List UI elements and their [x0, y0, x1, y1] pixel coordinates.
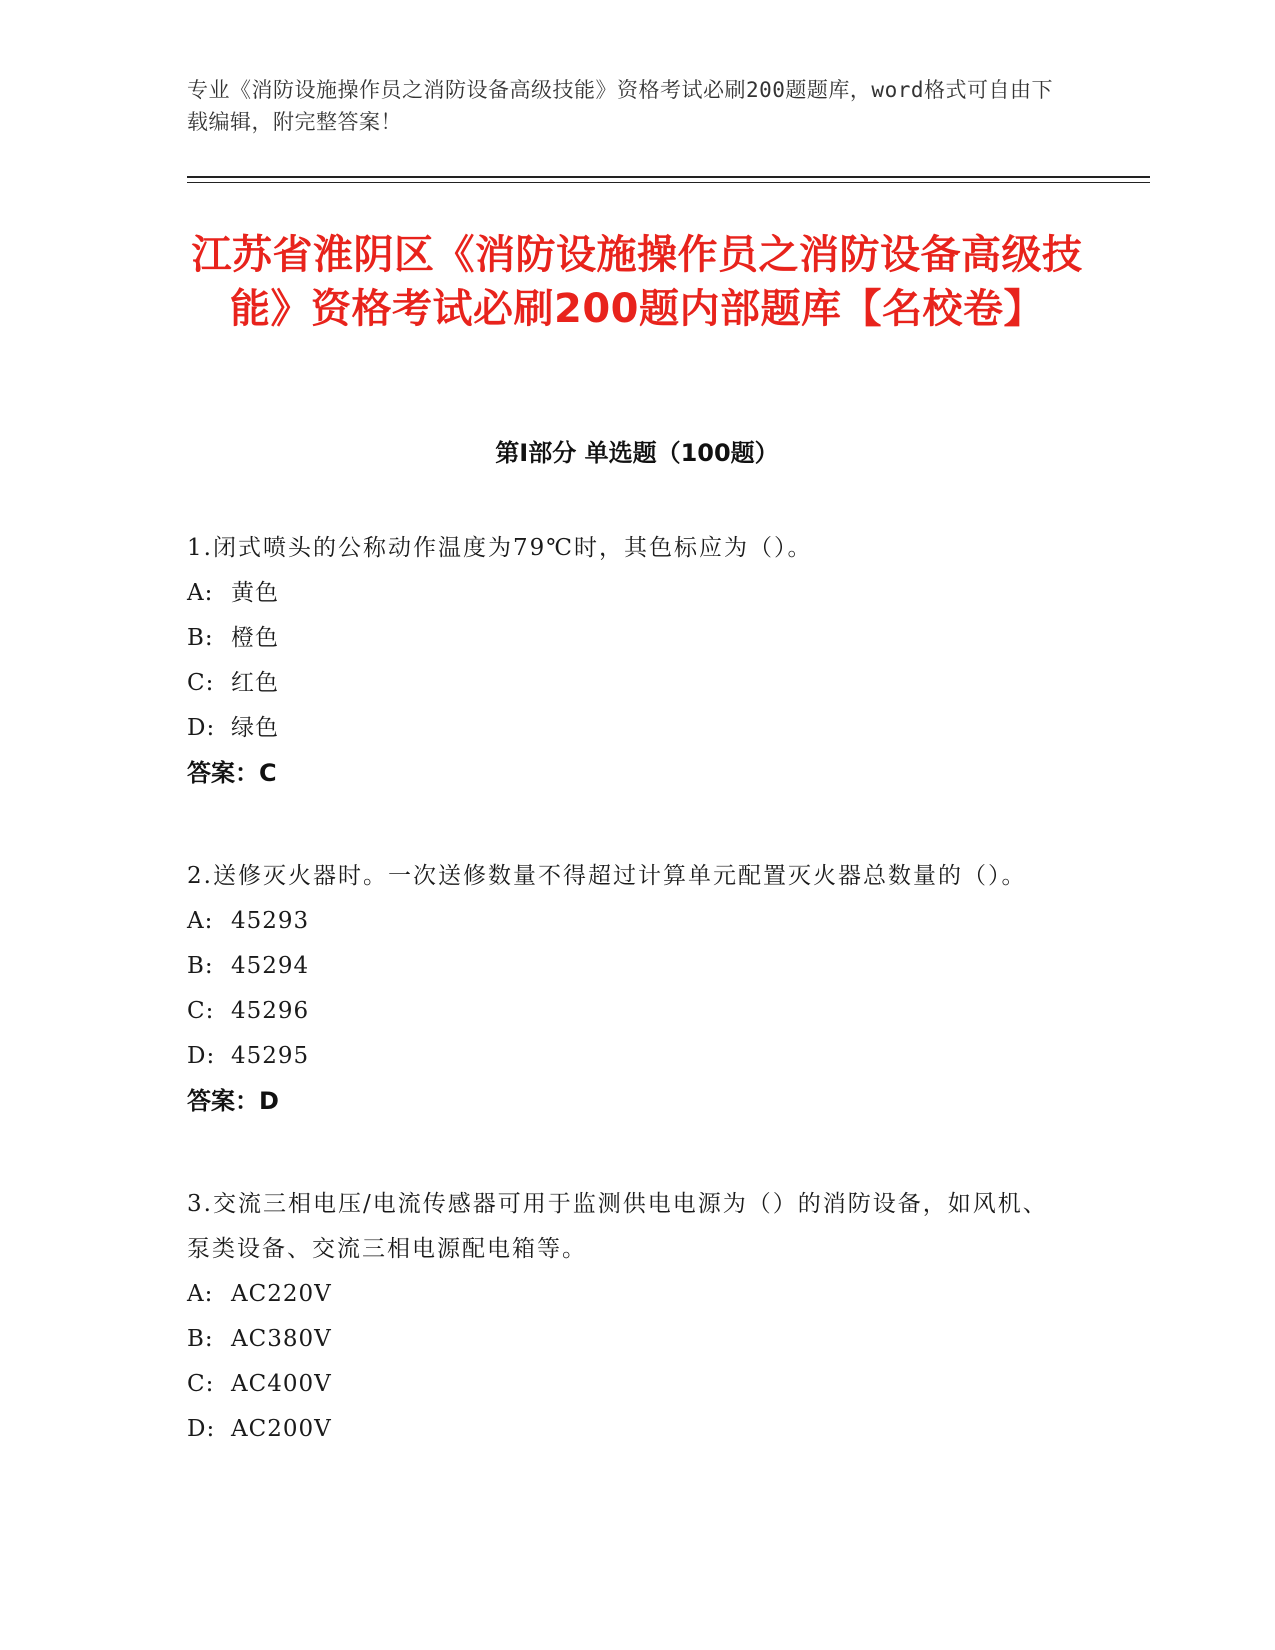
option-text: 45294 [231, 953, 310, 979]
answer: 答案：C [187, 759, 277, 787]
option-c [187, 661, 1067, 706]
option-text: 45293 [231, 908, 310, 934]
option-letter: D: [187, 1043, 216, 1069]
question-stem: 1.闭式喷头的公称动作温度为79℃时，其色标应为（）。 [187, 535, 813, 561]
question-stem: 3.交流三相电压/电流传感器可用于监测供电电源为（）的消防设备，如风机、泵类设备、交流三相电源配电箱等。 [187, 1191, 1048, 1262]
header-rule-thin [187, 182, 1150, 183]
option-text: 45295 [231, 1043, 310, 1069]
option-text: 45296 [231, 998, 310, 1024]
option-b [187, 1317, 1067, 1362]
question-2 [187, 854, 1067, 1124]
option-a [187, 899, 1067, 944]
option-d [187, 1034, 1067, 1079]
document-title: 江苏省淮阴区《消防设施操作员之消防设备高级技能》资格考试必刷200题内部题库【名校卷】 [191, 232, 1083, 332]
option-text: 黄色 [231, 580, 279, 606]
option-d [187, 706, 1067, 751]
option-letter: D: [187, 1416, 216, 1442]
option-letter: A: [187, 580, 214, 606]
option-letter: C: [187, 998, 215, 1024]
option-a [187, 571, 1067, 616]
header-note: 专业《消防设施操作员之消防设备高级技能》资格考试必刷200题题库，word格式可自由下载编辑，附完整答案！ [187, 78, 1053, 134]
option-b [187, 944, 1067, 989]
option-letter: A: [187, 1281, 214, 1307]
option-text: AC220V [231, 1281, 332, 1307]
question-3 [187, 1182, 1067, 1452]
answer: 答案：D [187, 1087, 279, 1115]
option-text: 红色 [231, 670, 279, 696]
question-1 [187, 526, 1067, 796]
option-letter: B: [187, 1326, 214, 1352]
question-stem: 2.送修灭火器时。一次送修数量不得超过计算单元配置灭火器总数量的（）。 [187, 863, 1027, 889]
option-c [187, 989, 1067, 1034]
question-list [187, 526, 1067, 1510]
header-rule-thick [187, 176, 1150, 178]
option-c [187, 1362, 1067, 1407]
option-text: AC200V [231, 1416, 332, 1442]
option-text: 绿色 [231, 715, 279, 741]
option-a [187, 1272, 1067, 1317]
option-letter: C: [187, 1371, 215, 1397]
option-letter: C: [187, 670, 215, 696]
option-letter: B: [187, 953, 214, 979]
option-letter: D: [187, 715, 216, 741]
option-b [187, 616, 1067, 661]
option-text: AC400V [231, 1371, 332, 1397]
option-letter: B: [187, 625, 214, 651]
section-heading: 第I部分 单选题（100题） [495, 439, 779, 467]
option-text: AC380V [231, 1326, 332, 1352]
option-d [187, 1407, 1067, 1452]
option-letter: A: [187, 908, 214, 934]
option-text: 橙色 [231, 625, 279, 651]
